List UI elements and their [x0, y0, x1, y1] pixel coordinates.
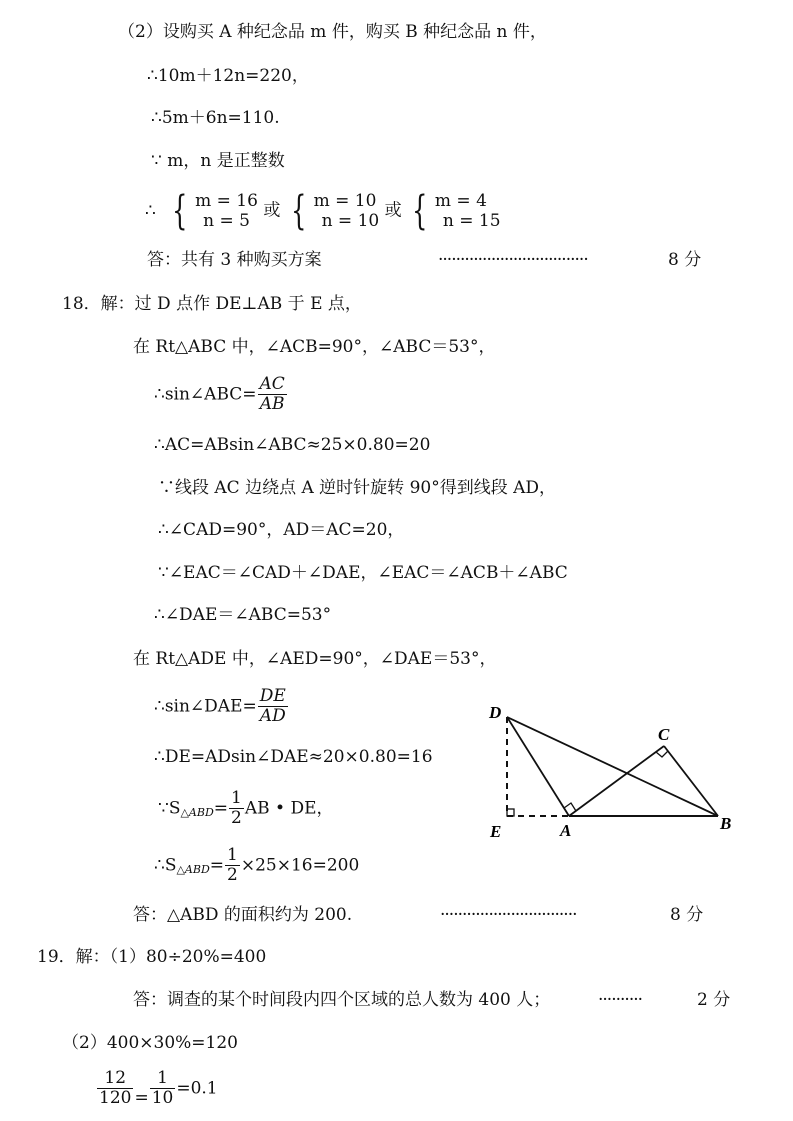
p19-answer: 答：调查的某个时间段内四个区域的总人数为 400 人； — [133, 990, 551, 1010]
p17-solutions — [145, 187, 501, 234]
brace-icon: { — [412, 187, 428, 234]
fraction: $\frac{1}{10}$ — [151, 1068, 174, 1108]
p18-line-12: $\therefore S_{\triangle ABD}=$ $\frac{1}{2}$ ×25×16=200 — [154, 845, 360, 885]
p17-score-dots: ·································· — [438, 250, 588, 270]
segment-ac — [569, 746, 664, 816]
p17-answer: 答：共有 3 种购买方案 — [147, 250, 322, 270]
p18-score-dots: ······························· — [440, 905, 577, 925]
p18-score: 8 分 — [670, 905, 704, 925]
p18-line-9: ∴sin∠DAE= $\frac{DE}{AD}$ — [154, 686, 286, 726]
label-e: E — [490, 822, 502, 840]
right-angle-mark-c — [656, 751, 668, 757]
p18-line-7: ∴∠DAE＝∠ABC=53° — [154, 605, 332, 625]
brace-icon: { — [290, 187, 307, 234]
p18-line-10: ∴DE=ADsin∠DAE≈20×0.80=16 — [154, 747, 433, 767]
segment-cb — [664, 746, 718, 816]
p18-line-6: ∵∠EAC＝∠CAD＋∠DAE，∠EAC＝∠ACB＋∠ABC — [158, 563, 568, 583]
right-angle-mark-e — [507, 809, 514, 816]
label-d: D — [489, 703, 502, 722]
label-b: B — [720, 814, 732, 833]
p18-line-1: 在 Rt△ABC 中，∠ACB=90°，∠ABC＝53°， — [133, 337, 496, 357]
p19-part2: （2）400×30%=120 — [62, 1033, 238, 1053]
p18-line-2: ∴sin∠ABC= $\frac{AC}{AB}$ — [154, 374, 285, 414]
p18-line-5: ∴∠CAD=90°，AD＝AC=20， — [158, 520, 405, 540]
p19-fraction-line: $\frac{12}{120}$ = $\frac{1}{10}$ =0.1 — [99, 1068, 218, 1108]
or-label: 或 — [263, 200, 281, 221]
label-c: C — [658, 725, 670, 744]
fraction: $\frac{1}{2}$ — [231, 788, 242, 828]
solution-1: m = 16 n = 5 — [195, 190, 258, 231]
p17-score: 8 分 — [668, 250, 702, 270]
p17-condition: ∵ m，n 是正整数 — [151, 151, 285, 171]
p19-heading: 19．解：（1）80÷20%=400 — [37, 947, 267, 967]
therefore-symbol: ∴ — [145, 200, 156, 221]
p18-heading: 18．解：过 D 点作 DE⊥AB 于 E 点， — [62, 294, 362, 314]
geometry-figure — [480, 690, 750, 840]
solution-3: m = 4 n = 15 — [434, 190, 501, 231]
p17-equation-2: ∴5m＋6n=110. — [151, 108, 280, 128]
p18-line-4: ∵线段 AC 边绕点 A 逆时针旋转 90°得到线段 AD， — [158, 478, 557, 498]
p19-score-dots: ·········· — [598, 990, 643, 1010]
p17-part2-intro: （2）设购买 A 种纪念品 m 件，购买 B 种纪念品 n 件， — [118, 22, 547, 42]
fraction: $\frac{1}{2}$ — [227, 845, 238, 885]
brace-icon: { — [172, 187, 188, 234]
p18-line-3: ∴AC=ABsin∠ABC≈25×0.80=20 — [154, 435, 431, 455]
p18-line-8: 在 Rt△ADE 中，∠AED=90°，∠DAE＝53°， — [133, 649, 497, 669]
fraction: $\frac{DE}{AD}$ — [259, 686, 286, 726]
solution-2: m = 10 n = 10 — [313, 190, 380, 231]
p18-answer: 答：△ABD 的面积约为 200. — [133, 905, 353, 925]
p17-equation-1: ∴10m＋12n=220， — [147, 66, 309, 86]
fraction: $\frac{12}{120}$ — [99, 1068, 132, 1108]
p19-score: 2 分 — [697, 990, 731, 1010]
fraction: $\frac{AC}{AB}$ — [259, 374, 285, 414]
p18-line-11: $\because S_{\triangle ABD}=$ $\frac{1}{2}$ AB • DE， — [158, 788, 334, 828]
or-label: 或 — [384, 200, 402, 221]
label-a: A — [560, 821, 572, 840]
